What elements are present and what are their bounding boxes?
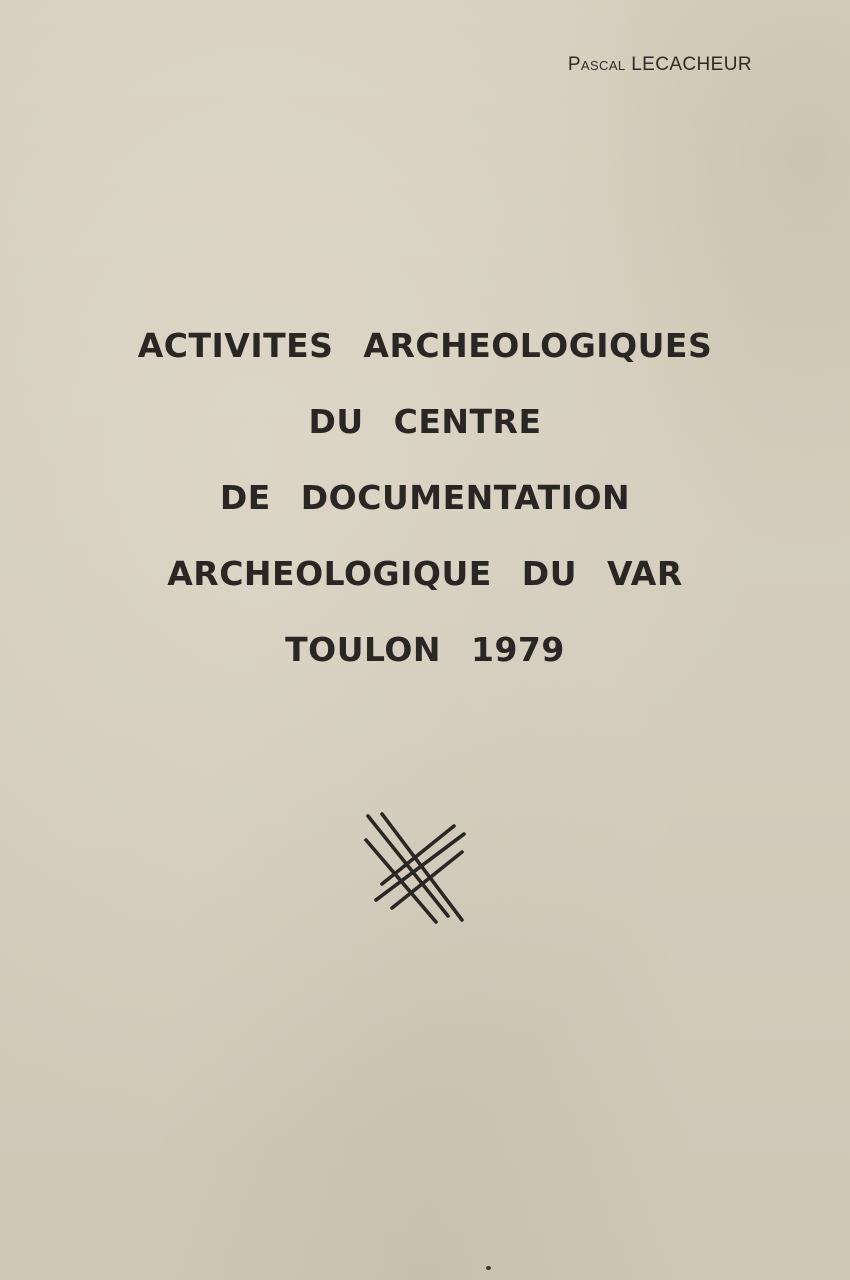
cover-title bbox=[0, 322, 850, 702]
author-name: Pascal LECACHEUR bbox=[567, 54, 752, 75]
title-line-3: DE DOCUMENTATION bbox=[219, 478, 631, 517]
paper-speck bbox=[486, 1266, 491, 1270]
title-line-5: TOULON 1979 bbox=[285, 630, 565, 669]
title-line-1: ACTIVITES ARCHEOLOGIQUES bbox=[137, 326, 713, 365]
title-line-4: ARCHEOLOGIQUE DU VAR bbox=[167, 554, 683, 593]
title-line-2: DU CENTRE bbox=[308, 402, 542, 441]
crossed-lines-emblem-icon bbox=[362, 812, 472, 927]
